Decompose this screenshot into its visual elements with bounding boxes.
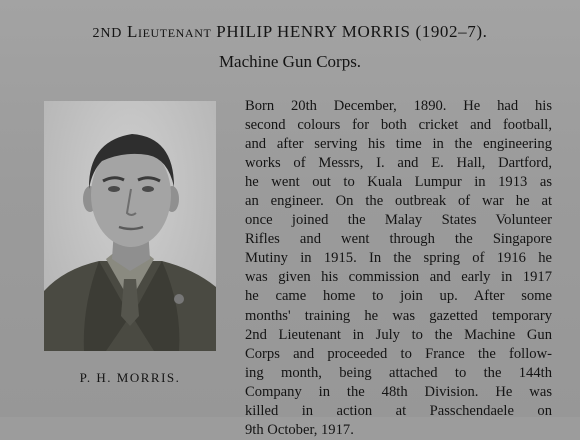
bio-line: months' training he was gazetted temporary xyxy=(245,307,552,324)
bio-line: Corps and proceeded to France the follow- xyxy=(245,345,552,362)
bio-line: once joined the Malay States Volunteer xyxy=(245,212,552,229)
heading-rank: Lieutenant xyxy=(127,22,212,41)
bio-line: he went out to Kuala Lumpur in 1913 as xyxy=(245,174,552,191)
biography-text xyxy=(245,97,552,440)
bio-line: Mutiny in 1915. In the spring of 1916 he xyxy=(245,250,552,267)
heading-years: (1902–7). xyxy=(415,22,488,41)
heading-name: PHILIP HENRY MORRIS xyxy=(216,22,411,41)
bio-line: was given his commission and early in 1917 xyxy=(245,269,552,286)
bio-line: killed in action at Passchendaele on xyxy=(245,402,552,419)
bio-line: 9th October, 1917. xyxy=(245,421,354,438)
bio-line: Rifles and went through the Singapore xyxy=(245,231,552,248)
bio-line: second colours for both cricket and football, xyxy=(245,117,552,134)
page-heading xyxy=(0,22,580,42)
portrait-photo xyxy=(44,101,216,351)
bio-line: Born 20th December, 1890. He had his xyxy=(245,98,552,114)
bio-line: works of Messrs, I. and E. Hall, Dartford, xyxy=(245,155,552,172)
heading-prefix: 2ND xyxy=(92,26,123,41)
bio-line: ing month, being attached to the 144th xyxy=(245,364,552,381)
bio-line: and after serving his time in the engineering xyxy=(245,136,552,153)
bio-line: an engineer. On the outbreak of war he at xyxy=(245,193,552,210)
unit-subheading: Machine Gun Corps. xyxy=(218,52,362,71)
bio-line: Company in the 48th Division. He was xyxy=(245,383,552,400)
bio-line: he came home to join up. After some xyxy=(245,288,552,305)
photo-caption: P. H. MORRIS. xyxy=(79,370,181,385)
bio-line: 2nd Lieutenant in July to the Machine Gun xyxy=(245,326,552,343)
